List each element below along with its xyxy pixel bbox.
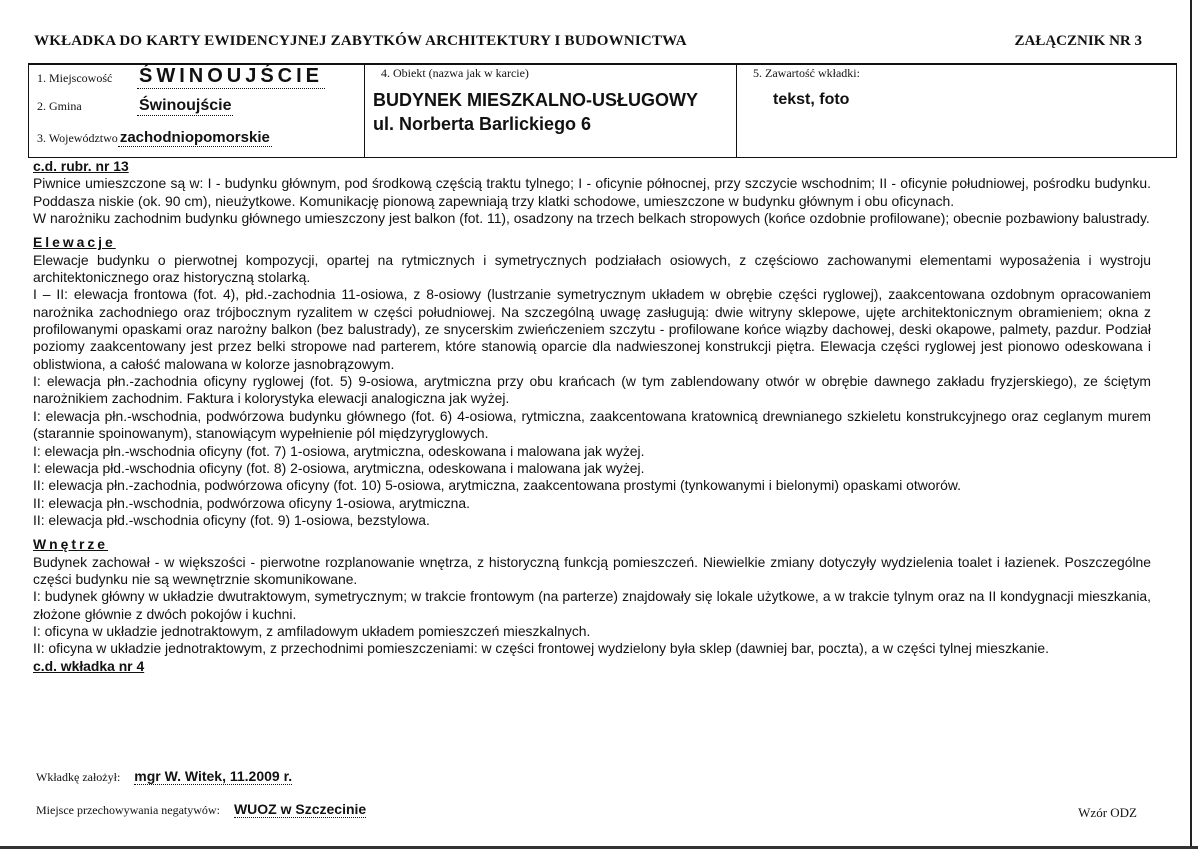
paragraph: I: oficyna w układzie jednotraktowym, z amfiladowym układem pomieszczeń mieszkalnych. [33,622,591,639]
paragraph: I: elewacja płn.-zachodnia oficyny ryglowej (fot. 5) 9-osiowa, arytmiczna przy obu krańcach (w tym zablendowany otwór w obrębie dawnego zakładu fryzjerskiego), ze ściętym narożnikiem zachodnim. Faktura i kolorystyka elewacji analogiczna jak wyżej. [33,373,1151,407]
continuation-heading: c.d. rubr. nr 13 [33,158,129,174]
content-box [736,63,1177,158]
gmina-value: Świnoujście [139,97,232,114]
paragraph: Elewacje budynku o pierwotnej kompozycji, opartej na rytmicznych i symetrycznych podziałach osiowych, z częściowo zachowanymi elementami wyposażenia i wystroju architektonicznego oraz historyczną stolarką. [33,251,1151,286]
form-template-code: Wzór ODZ [1078,805,1137,820]
attachment-number: ZAŁĄCZNIK NR 3 [1014,33,1142,49]
elewacje-heading: Elewacje [33,234,116,251]
miejscowosc-value: ŚWINOUJŚCIE [139,65,324,87]
negatives-row [36,801,366,819]
obiekt-address: ul. Norberta Barlickiego 6 [373,114,592,134]
wojewodztwo-label: 3. Województwo [37,131,118,145]
page-right-edge [1190,0,1192,849]
paragraph: I: budynek główny w układzie dwutraktowym, symetrycznym; w trakcie frontowym (na parterze) znajdowały się lokale użytkowe, a w trakcie tylnym oraz na II kondygnacji mieszkania, złożone głównie z dwóch pokojów i kuchni. [33,588,1151,622]
paragraph: II: elewacja płn.-zachodnia, podwórzowa oficyny (fot. 10) 5-osiowa, arytmiczna, zaakcentowana prostymi (tynkowanymi i bielonymi) opaskami otworów. [33,477,961,494]
gmina-label: 2. Gmina [37,99,82,113]
continuation-footer: c.d. wkładka nr 4 [33,657,145,674]
paragraph: W narożniku zachodnim budynku głównego umieszczony jest balkon (fot. 11), osadzony na trzech belkach stropowych (końce ozdobnie profilowane); obecnie pozbawiony balustrady. [33,210,1150,227]
paragraph: II: elewacja płn.-wschodnia, podwórzowa oficyny 1-osiowa, arytmiczna. [33,494,470,511]
gmina-row [37,97,233,116]
document-body [33,158,1151,675]
obiekt-label: 4. Obiekt (nazwa jak w karcie) [381,66,529,80]
author-label: Wkładkę założył: [36,770,121,784]
paragraph: I: elewacja płn.-wschodnia, podwórzowa budynku głównego (fot. 6) 4-osiowa, rytmiczna, zaakcentowana kratownicą drewnianego szkieletu konstrukcyjnego oraz ceglanym murem (starannie spoinowanym), stanowiącym wypełnienie pól międzyryglowych. [33,407,1151,442]
wojewodztwo-row [37,129,272,147]
obiekt-name: BUDYNEK MIESZKALNO-USŁUGOWY [373,90,698,110]
negatives-label: Miejsce przechowywania negatywów: [36,803,220,817]
zawartosc-label: 5. Zawartość wkładki: [753,66,860,80]
object-box [364,63,736,158]
location-box [28,63,364,158]
miejscowosc-row [37,65,325,89]
negatives-value: WUOZ w Szczecinie [233,801,367,817]
zawartosc-value: tekst, foto [773,91,850,108]
miejscowosc-label: 1. Miejscowość [37,71,113,85]
paragraph: I: elewacja płd.-wschodnia oficyny (fot. 8) 2-osiowa, arytmiczna, odeskowana i malowana jak wyżej. [33,459,645,476]
wojewodztwo-value: zachodniopomorskie [119,129,270,146]
paragraph: I – II: elewacja frontowa (fot. 4), płd.-zachodnia 11-osiowa, z 8-osiowy (lustrzanie symetrycznym układem w obrębie części ryglowej), zaakcentowana ozdobnym opracowaniem narożnika zachodniego oraz trójbocznym ryzalitem w części południowej. Na szczególną uwagę zasługują: dwie witryny sklepowe, ujęte architektonicznym obramieniem; okna z profilowanymi opaskami oraz narożny balkon (bez balustrady), ze snycerskim zwieńczeniem szczytu - profilowane końce wiązby dachowej, deski okapowe, palmety, pazdur. Podział poziomy zaakcentowany jest przez belki stropowe nad parterem, które stanowią oparcie dla nadwieszonej konstrukcji piętra. Elewacja części ryglowej jest pionowo odeskowana i oblistwiona, a całość malowana w kolorze jasnobrązowym. [33,286,1151,372]
paragraph: Budynek zachował - w większości - pierwotne rozplanowanie wnętrza, z historyczną funkcją pomieszczeń. Niewielkie zmiany dotyczyły wydzielenia toalet i łazienek. Poszczególne części budynku nie są wewnętrznie skomunikowane. [33,553,1151,587]
wnetrze-heading: Wnętrze [33,536,109,553]
author-value: mgr W. Witek, 11.2009 r. [134,768,293,784]
paragraph: I: elewacja płn.-wschodnia oficyny (fot. 7) 1-osiowa, arytmiczna, odeskowana i malowana jak wyżej. [33,442,645,459]
document-title: WKŁADKA DO KARTY EWIDENCYJNEJ ZABYTKÓW ARCHITEKTURY I BUDOWNICTWA [34,33,687,49]
author-row [36,768,292,786]
paragraph: Piwnice umieszczone są w: I - budynku głównym, pod środkową częścią traktu tylnego; I - oficynie północnej, przy szczycie wschodnim; II - oficynie południowej, pośrodku budynku. Poddasza niskie (ok. 90 cm), nieużytkowe. Komunikację pionową zapewniają trzy klatki schodowe, umieszczone w budynku głównym i obu oficynach. [33,175,1151,209]
paragraph: II: oficyna w układzie jednotraktowym, z przechodnimi pomieszczeniami: w części frontowej wydzielony była sklep (dawniej bar, poczta), a w części tylnej mieszkanie. [33,640,1049,657]
paragraph: II: elewacja płd.-wschodnia oficyny (fot. 9) 1-osiowa, bezstylowa. [33,511,430,528]
